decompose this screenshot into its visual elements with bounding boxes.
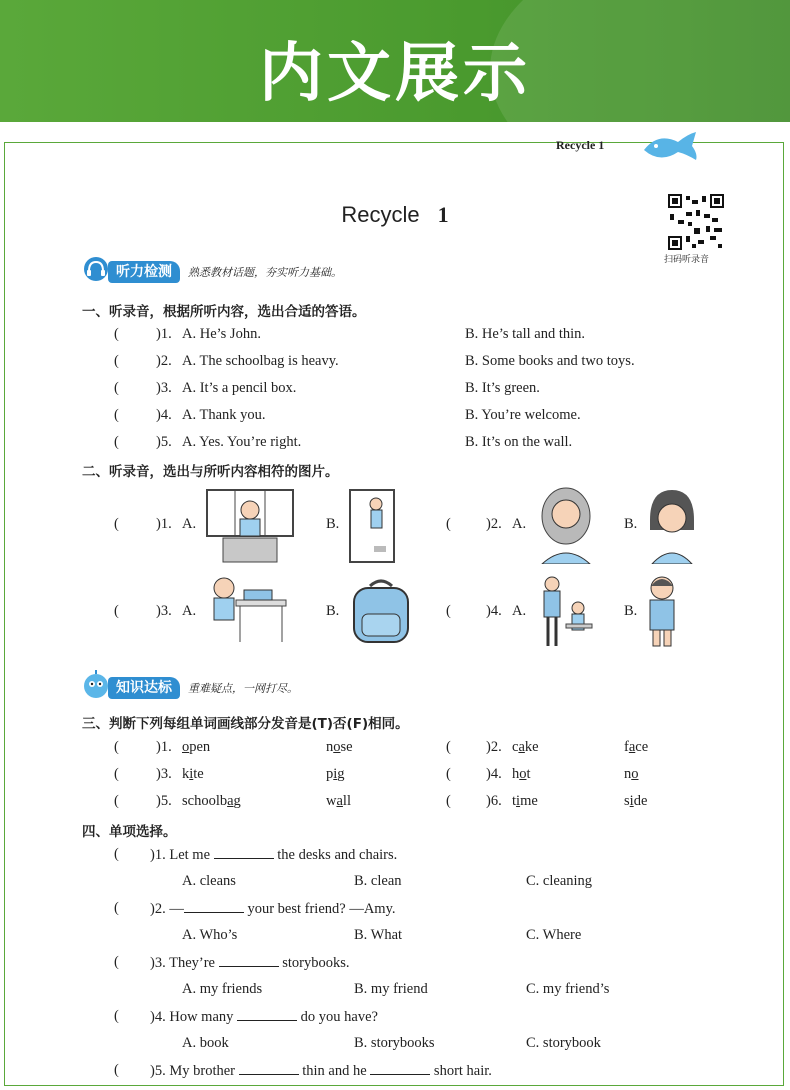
option-b: B. He’s tall and thin.: [465, 326, 586, 342]
question-num: )2.: [150, 901, 166, 917]
part1-heading: 一、听录音，根据所听内容，选出合适的答语。: [82, 304, 366, 320]
word-underlined: i: [333, 766, 338, 782]
option-a: A. cleans: [182, 873, 236, 889]
word-part: me: [520, 793, 538, 809]
answer-paren[interactable]: (: [114, 1062, 119, 1078]
list-item: [446, 516, 451, 533]
listening-tag-note: 熟悉教材话题，夯实听力基础。: [188, 267, 342, 279]
word-part: t: [526, 766, 531, 782]
part3-heading: 三、判断下列每组单词画线部分发音是(T)否(F)相同。: [82, 716, 409, 732]
word-2: [624, 739, 648, 756]
answer-paren[interactable]: (: [114, 739, 119, 755]
word-part: p: [326, 766, 334, 782]
question-num: )1.: [150, 847, 166, 863]
word-underlined: a: [628, 739, 636, 755]
list-item: [114, 793, 119, 810]
word-2: [624, 766, 639, 783]
list-item: [114, 353, 119, 370]
answer-paren[interactable]: (: [446, 793, 451, 809]
banner-title: 内文展示: [259, 37, 531, 111]
option-a: A.: [182, 603, 197, 619]
answer-paren[interactable]: (: [114, 353, 119, 369]
robot-mascot-icon: [82, 670, 110, 700]
word-underlined: o: [519, 766, 527, 782]
short-hair-girl-picture: [644, 486, 700, 564]
word-1: [182, 766, 204, 783]
question-num: )3.: [150, 955, 166, 971]
list-item: [114, 326, 119, 343]
answer-paren[interactable]: (: [114, 603, 119, 619]
answer-blank[interactable]: [370, 1062, 430, 1075]
list-item-num: )2.: [156, 353, 172, 369]
option-a: A. He’s John.: [182, 326, 261, 342]
option-a: A. It’s a pencil box.: [182, 380, 297, 396]
answer-paren[interactable]: (: [114, 766, 119, 782]
option-b: B. Some books and two toys.: [465, 353, 635, 369]
question-4: [150, 1008, 378, 1026]
answer-paren[interactable]: (: [114, 326, 119, 342]
answer-paren[interactable]: (: [446, 766, 451, 782]
word-1: [512, 739, 539, 756]
question-text: —: [169, 901, 184, 917]
word-underlined: o: [631, 766, 639, 782]
word-part: h: [512, 766, 520, 782]
option-a: A. my friends: [182, 981, 263, 997]
question-2: [150, 900, 396, 918]
option-a: A. Yes. You’re right.: [182, 434, 302, 450]
word-part: ce: [635, 739, 649, 755]
list-item-num: )1.: [156, 739, 172, 755]
fish-decoration-icon: [640, 128, 700, 164]
question-text: short hair.: [433, 1063, 492, 1079]
list-item-num: )5.: [156, 793, 172, 809]
answer-paren[interactable]: (: [446, 739, 451, 755]
schoolbag-picture: [346, 576, 416, 646]
word-part: t: [512, 793, 517, 809]
option-a: A.: [512, 603, 527, 619]
option-c: C. storybook: [526, 1035, 601, 1051]
long-hair-girl-picture: [536, 486, 596, 564]
knowledge-tag-note: 重难疑点，一网打尽。: [188, 683, 298, 695]
list-item-num: )3.: [156, 603, 172, 619]
unit-title-word: Recycle: [341, 202, 420, 227]
word-underlined: a: [336, 793, 343, 809]
option-b: B. storybooks: [354, 1035, 435, 1051]
knowledge-section-tag: [82, 676, 298, 700]
word-2: [326, 766, 345, 783]
list-item: [446, 793, 451, 810]
list-item: [446, 739, 451, 756]
list-item-num: )4.: [486, 603, 502, 619]
answer-blank[interactable]: [219, 954, 279, 967]
question-text: the desks and chairs.: [277, 847, 398, 863]
option-b: B.: [624, 603, 638, 619]
qr-code-icon[interactable]: [668, 194, 724, 250]
word-underlined: i: [629, 793, 634, 809]
word-part: k: [182, 766, 190, 782]
question-text: Let me: [169, 847, 211, 863]
boy-at-door-picture: [348, 488, 396, 564]
list-item-num: )4.: [156, 407, 172, 423]
list-item: [114, 766, 119, 783]
list-item: [114, 954, 119, 971]
word-part: n: [624, 766, 632, 782]
word-part: te: [193, 766, 204, 782]
question-text: My brother: [169, 1063, 235, 1079]
word-part: schoolb: [182, 793, 228, 809]
word-1: [182, 793, 241, 810]
option-b: B. It’s on the wall.: [465, 434, 573, 450]
word-underlined: a: [518, 739, 525, 755]
headphone-icon: [82, 254, 110, 284]
option-b: B.: [326, 603, 340, 619]
list-item: [114, 380, 119, 397]
answer-paren[interactable]: (: [114, 954, 119, 970]
list-item-num: )3.: [156, 380, 172, 396]
word-part: w: [326, 793, 337, 809]
option-a: A. The schoolbag is heavy.: [182, 353, 339, 369]
option-b: B. clean: [354, 873, 402, 889]
running-head: Recycle 1: [556, 138, 605, 152]
question-1: [150, 846, 397, 864]
question-text: They’re: [169, 955, 215, 971]
word-1: [512, 793, 538, 810]
list-item: [114, 603, 119, 620]
option-a: A.: [512, 516, 527, 532]
knowledge-tag-label: 知识达标: [108, 677, 180, 699]
list-item: [114, 1062, 119, 1079]
word-part: pen: [189, 739, 211, 755]
option-a: A. Who’s: [182, 927, 238, 943]
list-item-num: )1.: [156, 326, 172, 342]
word-part: de: [633, 793, 648, 809]
option-b: B. my friend: [354, 981, 428, 997]
answer-paren[interactable]: (: [446, 603, 451, 619]
option-b: B. It’s green.: [465, 380, 540, 396]
answer-blank[interactable]: [237, 1008, 297, 1021]
list-item-num: )2.: [486, 516, 502, 532]
question-text: How many: [169, 1009, 234, 1025]
answer-paren[interactable]: (: [114, 516, 119, 532]
list-item: [114, 1008, 119, 1025]
word-underlined: o: [182, 739, 190, 755]
girl-at-desk-picture: [204, 572, 288, 644]
answer-blank[interactable]: [184, 900, 244, 913]
list-item: [114, 434, 119, 451]
word-underlined: i: [516, 793, 521, 809]
question-5: [150, 1062, 492, 1080]
list-item-num: )4.: [486, 766, 502, 782]
question-num: )4.: [150, 1009, 166, 1025]
answer-paren[interactable]: (: [114, 380, 119, 396]
word-1: [182, 739, 210, 756]
list-item: [446, 603, 451, 620]
word-part: g: [337, 766, 345, 782]
option-b: B. You’re welcome.: [465, 407, 581, 423]
list-item-num: )1.: [156, 516, 172, 532]
man-and-child-picture: [536, 574, 596, 648]
word-part: f: [624, 739, 629, 755]
list-item: [114, 407, 119, 424]
word-part: ll: [342, 793, 351, 809]
word-2: [326, 793, 351, 810]
qr-label: 扫码听录音: [664, 255, 710, 265]
answer-paren[interactable]: (: [114, 793, 119, 809]
list-item: [114, 739, 119, 756]
list-item-num: )6.: [486, 793, 502, 809]
answer-blank[interactable]: [239, 1062, 299, 1075]
answer-paren[interactable]: (: [114, 846, 119, 862]
boy-standing-picture: [644, 574, 680, 648]
answer-paren[interactable]: (: [114, 1008, 119, 1024]
answer-paren[interactable]: (: [114, 434, 119, 450]
word-1: [512, 766, 531, 783]
answer-paren[interactable]: (: [114, 900, 119, 916]
word-underlined: o: [333, 739, 341, 755]
answer-blank[interactable]: [214, 846, 274, 859]
word-underlined: i: [189, 766, 194, 782]
question-num: )5.: [150, 1063, 166, 1079]
option-a: A. Thank you.: [182, 407, 266, 423]
question-text: do you have?: [300, 1009, 378, 1025]
list-item: [446, 766, 451, 783]
word-2: [326, 739, 353, 756]
unit-title-number: 1: [437, 202, 449, 227]
word-2: [624, 793, 647, 810]
part2-heading: 二、听录音，选出与所听内容相符的图片。: [82, 464, 339, 480]
option-a: A.: [182, 516, 197, 532]
question-text: storybooks.: [282, 955, 350, 971]
list-item: [114, 516, 119, 533]
list-item-num: )3.: [156, 766, 172, 782]
part4-heading: 四、单项选择。: [82, 824, 177, 840]
option-b: B. What: [354, 927, 403, 943]
listening-section-tag: [82, 260, 342, 284]
list-item-num: )5.: [156, 434, 172, 450]
word-part: g: [233, 793, 241, 809]
list-item: [114, 846, 119, 863]
word-part: c: [512, 739, 519, 755]
option-a: A. book: [182, 1035, 229, 1051]
word-part: s: [624, 793, 630, 809]
word-underlined: a: [227, 793, 234, 809]
option-b: B.: [326, 516, 340, 532]
question-3: [150, 954, 350, 972]
option-b: B.: [624, 516, 638, 532]
answer-paren[interactable]: (: [446, 516, 451, 532]
list-item: [114, 900, 119, 917]
word-part: se: [340, 739, 353, 755]
list-item-num: )2.: [486, 739, 502, 755]
listening-tag-label: 听力检测: [108, 261, 180, 283]
option-c: C. Where: [526, 927, 582, 943]
question-text: thin and he: [302, 1063, 367, 1079]
word-part: n: [326, 739, 334, 755]
option-c: C. my friend’s: [526, 981, 610, 997]
girl-at-window-picture: [205, 488, 295, 564]
option-c: C. cleaning: [526, 873, 593, 889]
word-part: ke: [524, 739, 539, 755]
banner: [0, 0, 790, 122]
question-text: your best friend? —Amy.: [247, 901, 396, 917]
answer-paren[interactable]: (: [114, 407, 119, 423]
